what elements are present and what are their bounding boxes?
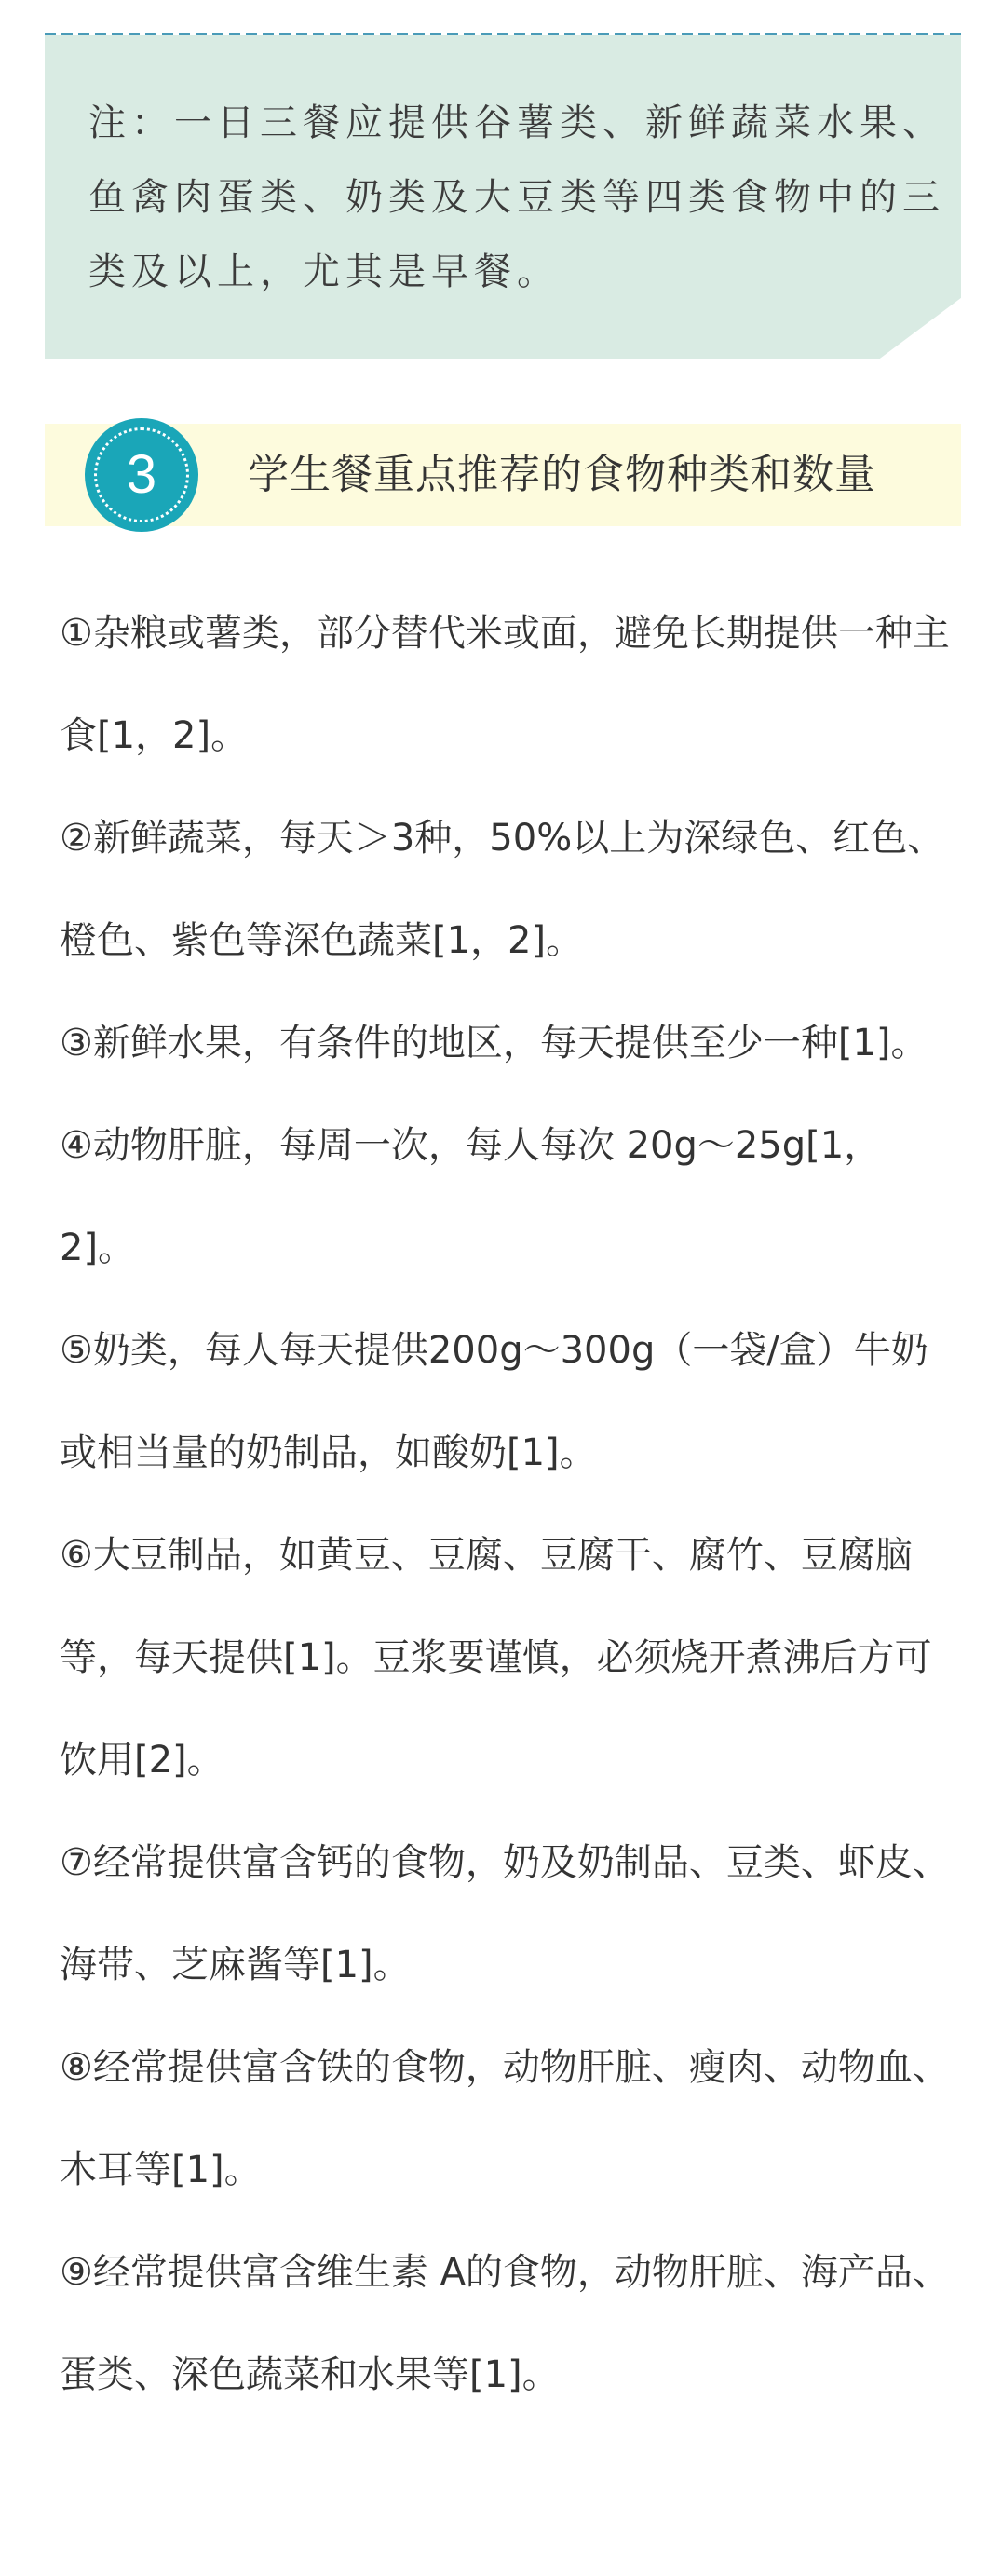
list-item: ⑧经常提供富含铁的食物，动物肝脏、瘦肉、动物血、木耳等[1]。	[60, 2046, 950, 2191]
list-item: ④动物肝脏，每周一次，每人每次 20g～25g[1，2]。	[60, 1124, 882, 1269]
list-item: ⑤奶类，每人每天提供200g～300g（一袋/盒）牛奶或相当量的奶制品，如酸奶[1]。	[60, 1329, 928, 1474]
recommendation-list	[60, 582, 954, 2426]
section-title: 学生餐重点推荐的食物种类和数量	[248, 451, 876, 498]
list-item: ③新鲜水果，有条件的地区，每天提供至少一种[1]。	[60, 1022, 928, 1064]
list-item: ①杂粮或薯类，部分替代米或面，避免长期提供一种主食[1，2]。	[60, 612, 950, 757]
list-item: ⑦经常提供富含钙的食物，奶及奶制品、豆类、虾皮、海带、芝麻酱等[1]。	[60, 1841, 950, 1986]
section-number: 3	[126, 444, 157, 505]
list-item: ②新鲜蔬菜，每天＞3种，50%以上为深绿色、红色、橙色、紫色等深色蔬菜[1，2]。	[60, 817, 945, 962]
section-number-badge	[85, 418, 198, 532]
list-item: ⑥大豆制品，如黄豆、豆腐、豆腐干、腐竹、豆腐脑等，每天提供[1]。豆浆要谨慎，必须烧开煮沸后方可饮用[2]。	[60, 1534, 932, 1782]
note-text: 注：一日三餐应提供谷薯类、新鲜蔬菜水果、鱼禽肉蛋类、奶类及大豆类等四类食物中的三类及以上，尤其是早餐。	[88, 102, 945, 293]
list-item: ⑨经常提供富含维生素 A的食物，动物肝脏、海产品、蛋类、深色蔬菜和水果等[1]。	[60, 2251, 950, 2396]
section-header	[45, 424, 961, 526]
